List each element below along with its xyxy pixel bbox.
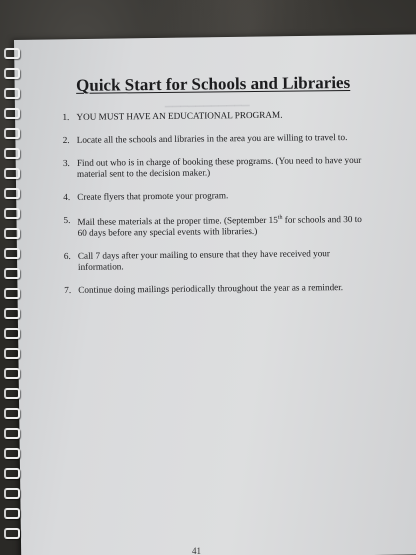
steps-list [62, 109, 364, 296]
step-number: 3. [62, 157, 70, 168]
step-number: 7. [64, 284, 72, 296]
step-text: Continue doing mailings periodically throughout the year as a reminder. [78, 282, 344, 295]
spiral-binding [0, 44, 22, 555]
step-superscript: th [277, 214, 283, 221]
step-number: 2. [62, 134, 70, 145]
list-item [63, 132, 363, 146]
step-text: Find out who is in charge of booking these programs. (You need to have your material sent to the decision maker.) [76, 154, 362, 179]
step-number: 4. [63, 191, 71, 202]
page-number: 41 [192, 546, 201, 555]
step-text: Create flyers that promote your program. [77, 190, 229, 202]
list-item [63, 155, 363, 180]
bleed-through-text: ▁▁▁▁▁▁▁▁▁▁▁ [164, 95, 250, 108]
list-item [62, 109, 362, 123]
list-item [63, 189, 363, 203]
step-text: Locate all the schools and libraries in the area you are willing to travel to. [76, 132, 348, 145]
step-number: 6. [63, 250, 71, 262]
list-item [63, 212, 363, 239]
page-content [62, 73, 364, 308]
step-text: YOU MUST HAVE AN EDUCATIONAL PROGRAM. [76, 109, 283, 122]
step-number: 1. [62, 111, 70, 122]
step-text: Call 7 days after your mailing to ensure that they have received your information. [77, 248, 330, 272]
list-item [64, 248, 364, 273]
step-text-after: for schools and 30 to 60 days before any special events with libraries.) [77, 213, 362, 238]
list-item [64, 282, 364, 296]
step-number: 5. [63, 214, 71, 225]
step-text-before: Mail these materials at the proper time. (September 15 [77, 214, 278, 227]
page-title: Quick Start for Schools and Libraries [75, 72, 351, 95]
